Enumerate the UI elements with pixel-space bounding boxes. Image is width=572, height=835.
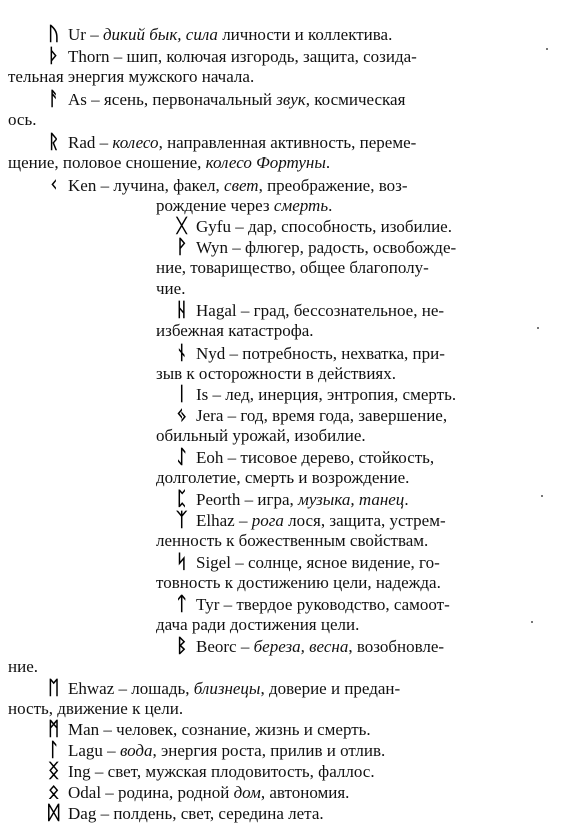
- rune-meaning-emphasis: рога: [251, 511, 284, 530]
- rune-meaning-text: Lagu –: [68, 741, 120, 760]
- scan-speck: [537, 327, 539, 329]
- rune-meaning-text: Is – лед, инерция, энтропия, смерть.: [196, 385, 457, 404]
- rune-glyph-icon: ᛒ: [176, 635, 188, 657]
- rune-meaning-text: Sigel – солнце, ясное видение, го-: [196, 553, 440, 572]
- rune-entry-first-line: [48, 740, 385, 760]
- rune-entry-first-line: [176, 510, 446, 530]
- rune-meaning-text: , преображение, воз-: [258, 176, 408, 195]
- rune-meaning-text: Rad –: [68, 133, 113, 152]
- rune-meaning-emphasis: колесо Фортуны: [205, 153, 326, 172]
- rune-meaning-text: дача ради достижения цели.: [156, 615, 360, 634]
- rune-entry-continuation-line: [156, 364, 396, 384]
- rune-meaning-text: зыв к осторожности в действиях.: [156, 364, 397, 383]
- rune-meaning-text: Jera – год, время года, завершение,: [196, 406, 448, 425]
- rune-meaning-text: Eoh – тисовое дерево, стойкость,: [196, 448, 435, 467]
- rune-meaning-emphasis: близнецы: [193, 679, 261, 698]
- rune-glyph-icon: ᚨ: [48, 88, 60, 110]
- rune-entry-first-line: [176, 489, 409, 509]
- rune-entry-first-line: [48, 782, 349, 802]
- rune-meaning-text: , космическая: [305, 90, 406, 109]
- rune-entry-continuation-line: [8, 699, 183, 719]
- rune-glyph-icon: ᚲ: [48, 174, 60, 196]
- rune-meaning-text: ность, движение к цели.: [8, 699, 184, 718]
- scan-speck: [531, 621, 533, 623]
- rune-entry-first-line: [48, 678, 400, 698]
- rune-entry-first-line: [176, 594, 450, 614]
- rune-glyph-icon: ᛇ: [176, 446, 188, 468]
- rune-glyph-icon: ᛟ: [48, 781, 60, 803]
- rune-entry-first-line: [176, 237, 456, 257]
- rune-meaning-emphasis: вода: [119, 741, 153, 760]
- rune-meaning-text: , доверие и предан-: [260, 679, 401, 698]
- rune-meaning-text: избежная катастрофа.: [156, 321, 314, 340]
- rune-entry-first-line: [176, 343, 445, 363]
- rune-glyph-icon: ᚺ: [176, 299, 188, 321]
- rune-entry-first-line: [176, 552, 440, 572]
- rune-entry-continuation-line: [156, 426, 366, 446]
- rune-meaning-text: .: [328, 196, 333, 215]
- rune-entry-first-line: [176, 636, 444, 656]
- rune-meaning-text: Ehwaz – лошадь,: [68, 679, 194, 698]
- rune-meaning-text: ось.: [8, 110, 37, 129]
- rune-meaning-text: Wyn – флюгер, радость, освобожде-: [196, 238, 457, 257]
- rune-entry-first-line: [48, 89, 405, 109]
- rune-meaning-text: Ing – свет, мужская плодовитость, фаллос.: [68, 762, 375, 781]
- rune-glyph-icon: ᚱ: [48, 131, 60, 153]
- rune-meaning-text: Dag – полдень, свет, середина лета.: [68, 804, 324, 823]
- rune-meaning-text: Man – человек, сознание, жизнь и смерть.: [68, 720, 371, 739]
- rune-meaning-text: , автономия.: [260, 783, 350, 802]
- rune-meaning-emphasis: дикий бык, сила: [102, 25, 218, 44]
- rune-meaning-text: личности и коллектива.: [217, 25, 393, 44]
- rune-glyph-icon: ᚢ: [48, 23, 60, 45]
- rune-entry-first-line: [48, 132, 416, 152]
- rune-meaning-text: тельная энергия мужского начала.: [8, 67, 255, 86]
- rune-entry-first-line: [48, 175, 408, 195]
- rune-glyph-icon: ᛗ: [48, 718, 60, 740]
- rune-entry-continuation-line: [8, 110, 36, 130]
- rune-meaning-emphasis: дом: [233, 783, 261, 802]
- rune-meaning-text: Tyr – твердое руководство, самоот-: [196, 595, 450, 614]
- rune-entry-continuation-line: [156, 258, 429, 278]
- rune-entry-continuation-line: [156, 196, 332, 216]
- rune-entry-continuation-line: [156, 615, 359, 635]
- rune-entry-continuation-line: [8, 67, 254, 87]
- rune-meaning-text: ние, товарищество, общее благополу-: [156, 258, 429, 277]
- rune-entry-first-line: [176, 405, 447, 425]
- rune-entry-continuation-line: [156, 321, 314, 341]
- rune-glyph-icon: ᚦ: [48, 45, 60, 67]
- rune-meaning-text: обильный урожай, изобилие.: [156, 426, 366, 445]
- rune-entry-continuation-line: [156, 468, 409, 488]
- rune-meaning-emphasis: свет: [224, 176, 259, 195]
- rune-meaning-text: долголетие, смерть и возрождение.: [156, 468, 410, 487]
- rune-meaning-text: Peorth – игра,: [196, 490, 298, 509]
- rune-meaning-emphasis: смерть: [273, 196, 329, 215]
- rune-meaning-text: As – ясень, первоначальный: [68, 90, 277, 109]
- rune-meaning-text: .: [325, 153, 331, 172]
- rune-entry-first-line: [176, 447, 434, 467]
- rune-entry-first-line: [176, 384, 456, 404]
- rune-meaning-emphasis: звук: [276, 90, 306, 109]
- rune-meaning-emphasis: музыка, танец: [298, 490, 405, 509]
- scan-speck: [541, 495, 543, 497]
- rune-meaning-text: , энергия роста, прилив и отлив.: [152, 741, 386, 760]
- rune-glyph-icon: ᚹ: [176, 236, 188, 258]
- rune-entry-first-line: [48, 24, 392, 44]
- rune-meaning-text: , направленная активность, переме-: [158, 133, 417, 152]
- rune-entry-continuation-line: [156, 279, 185, 299]
- rune-meaning-text: Gyfu – дар, способность, изобилие.: [196, 217, 452, 236]
- rune-meaning-text: .: [404, 490, 409, 509]
- rune-meaning-text: щение, половое сношение,: [8, 153, 206, 172]
- rune-glyph-icon: ᛉ: [176, 509, 188, 531]
- rune-entry-first-line: [176, 216, 452, 236]
- rune-meaning-text: Beorc –: [196, 637, 254, 656]
- rune-meaning-text: Thorn – шип, колючая изгородь, защита, созида-: [68, 47, 417, 66]
- rune-entry-continuation-line: [8, 153, 330, 173]
- rune-entry-first-line: [48, 803, 324, 823]
- rune-glyph-icon: ᛚ: [48, 739, 60, 761]
- rune-meaning-text: чие.: [156, 279, 186, 298]
- rune-glyph-icon: ᚷ: [176, 215, 188, 237]
- rune-meaning-text: Nyd – потребность, нехватка, при-: [196, 344, 445, 363]
- rune-glyph-icon: ᛖ: [48, 677, 60, 699]
- rune-meaning-emphasis: колесо: [112, 133, 159, 152]
- scan-speck: [546, 48, 548, 50]
- rune-entry-continuation-line: [156, 531, 428, 551]
- rune-glyph-icon: ᚾ: [176, 342, 188, 364]
- rune-meaning-text: , возобновле-: [348, 637, 445, 656]
- rune-entry-first-line: [176, 300, 444, 320]
- rune-meaning-text: рождение через: [156, 196, 274, 215]
- rune-meaning-text: Odal – родина, родной: [68, 783, 234, 802]
- rune-glyph-icon: ᛞ: [48, 802, 60, 824]
- rune-entry-first-line: [48, 761, 375, 781]
- rune-glyph-icon: ᛏ: [176, 593, 188, 615]
- rune-entry-continuation-line: [156, 573, 441, 593]
- rune-entry-first-line: [48, 46, 417, 66]
- rune-meaning-emphasis: береза, весна: [253, 637, 349, 656]
- rune-entry-continuation-line: [8, 657, 38, 677]
- rune-meaning-text: Hagal – град, бессознательное, не-: [196, 301, 445, 320]
- rune-meaning-text: товность к достижению цели, надежда.: [156, 573, 441, 592]
- rune-meaning-text: ленность к божественным свойствам.: [156, 531, 429, 550]
- rune-meaning-text: Ken – лучина, факел,: [68, 176, 225, 195]
- rune-meaning-text: ние.: [8, 657, 38, 676]
- rune-meaning-text: Ur –: [68, 25, 103, 44]
- rune-glyph-icon: ᛃ: [176, 404, 188, 426]
- rune-glyph-icon: ᛝ: [48, 760, 60, 782]
- rune-glyph-icon: ᛈ: [176, 488, 188, 510]
- rune-meaning-text: лося, защита, устрем-: [283, 511, 446, 530]
- rune-entry-first-line: [48, 719, 371, 739]
- rune-glyph-icon: ᛋ: [176, 551, 188, 573]
- rune-glyph-icon: ᛁ: [176, 383, 188, 405]
- rune-meaning-text: Elhaz –: [196, 511, 252, 530]
